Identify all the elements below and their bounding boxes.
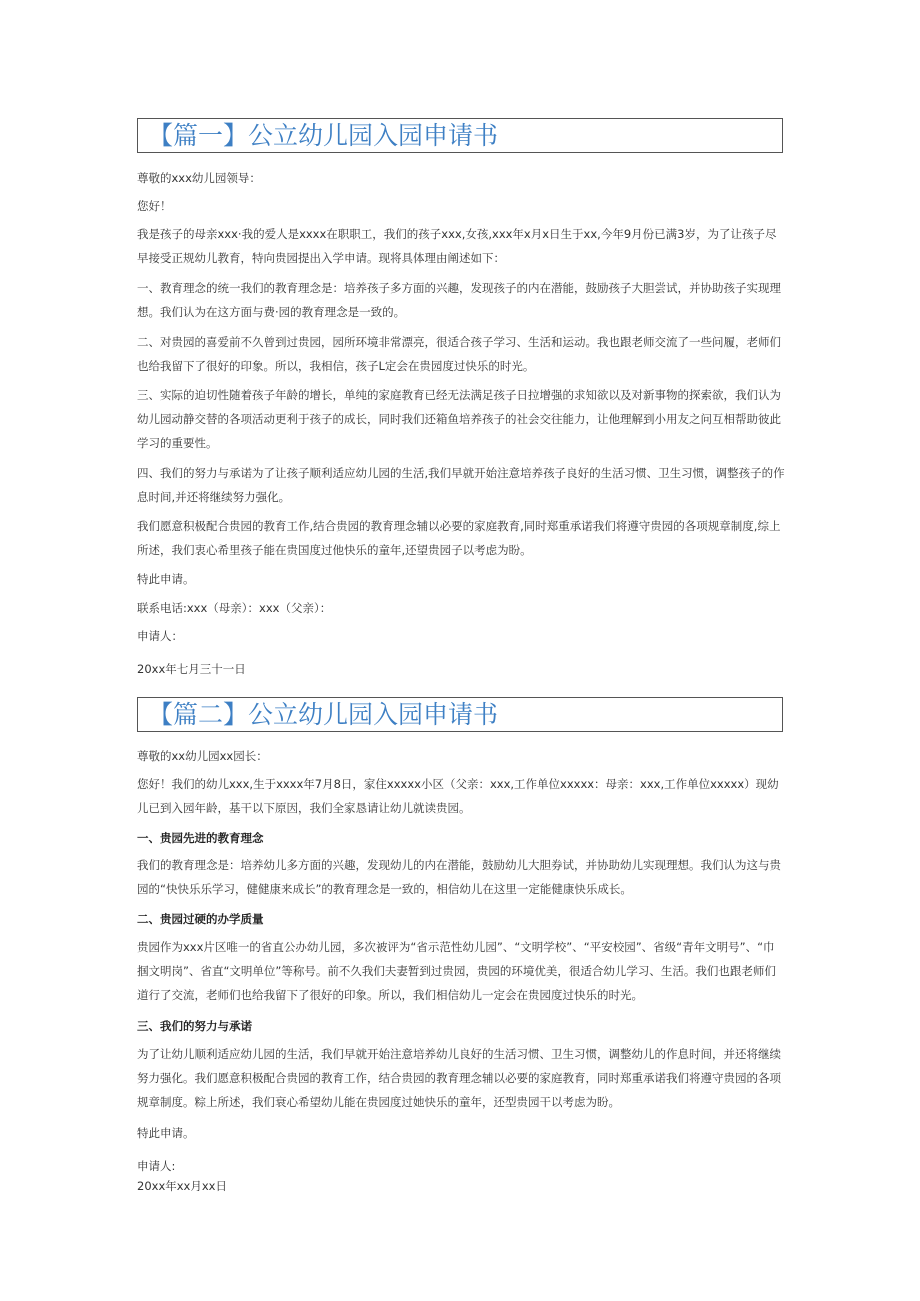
section2-paragraph-1: 我们的教育理念是：培养幼儿多方面的兴趣，发现幼儿的内在潜能，鼓励幼儿大胆券试，并协助幼儿实现理想。我们认为这与贵园的“快快乐乐学习，健健康来成长”的教育理念是一致的，相信幼儿在这里一定能健康快乐成长。 (137, 858, 781, 896)
section1-paragraph-2: 二、对贵园的喜爱前不久曾到过贵园，园所环境非常漂亮，很适合孩子学习、生活和运动。我也跟老师交流了一些问履，老师们也给我留下了很好的印象。所以，我相信，孩子L定会在贵园度过快乐的时光。 (137, 335, 781, 373)
section2-intro: 您好！我们的幼儿xxx,生于xxxx年7月8日，家住xxxxx小区（父亲：xxx,工作单位xxxxx：母亲：xxx,工作单位xxxxx）现幼儿已到入园年龄，基干以下原因，我们全家恳请让幼儿就读贵园。 (137, 777, 779, 815)
section2-closing: 特此申请。 (137, 1126, 195, 1140)
section2-date: 20xx年xx月xx日 (137, 1179, 227, 1193)
section2-title: 【篇二】公立幼儿园入园申请书 (137, 697, 783, 732)
section1-paragraph-5: 我们愿意积极配合贵园的教育工作,结合贵园的教育理念辅以必要的家庭教育,同时郑重承诺我们将遵守贵园的各项规章制度,综上所述，我们衷心希里孩子能在贵国度过他快乐的童年,还望贵园子以考虑为盼。 (137, 519, 781, 557)
section1-applicant: 申请人： (137, 629, 183, 643)
section1-closing: 特此申请。 (137, 572, 195, 586)
section2-paragraph-3: 为了让幼儿顺利适应幼儿园的生活，我们早就开始注意培养幼儿良好的生活习惯、卫生习惯，调整幼儿的作息时间，并还将继续努力强化。我们愿意积极配合贵园的教育工作，结合贵园的教育理念辅以必要的家庭教育，同时郑重承诺我们将遵守贵园的各项规章制度。粽上所述，我们衰心希望幼儿能在贵园度过她快乐的童年，还型贵园干以考虑为盼。 (137, 1047, 781, 1109)
section2-heading-2: 二、贵园过硬的办学质量 (137, 912, 264, 926)
section2-salutation: 尊敬的xx幼儿园xx园长： (137, 749, 268, 763)
section2-paragraph-2: 贵园作为xxx片区唯一的省直公办幼儿园，多次被评为“省示范性幼儿园”、“文明学校”、“平安校园”、省级“青年文明号”、“巾掴文明岗”、省直“文明单位”等称号。前不久我们夫妻暂到过贵园，贵园的环境优美，很适合幼儿学习、生活。我们也跟老师们道行了交流，老师们也给我留下了很好的印象。所以，我们相信幼儿一定会在贵园度过快乐的时光。 (137, 940, 776, 1002)
section1-title: 【篇一】公立幼儿园入园申请书 (137, 118, 783, 153)
section2-heading-1: 一、贵园先进的教育理念 (137, 831, 264, 845)
section2-heading-3: 三、我们的努力与承诺 (137, 1019, 252, 1033)
section1-greeting: 您好！ (137, 199, 172, 213)
section1-date: 20xx年七月三十一日 (137, 662, 246, 676)
section2-applicant: 申请人: (137, 1159, 176, 1173)
section1-contact: 联系电话:xxx（母亲）：xxx（父亲）： (137, 601, 332, 615)
section1-paragraph-4: 四、我们的努力与承诺为了让孩子顺利适应幼儿园的生活,我们早就开始注意培养孩子良好的生活习惯、卫生习惯，调整孩子的作息时间,并还将继续努力强化。 (137, 466, 785, 504)
section1-paragraph-1: 一、教育理念的统一我们的教育理念是：培养孩子多方面的兴趣，发现孩子的内在潜能，鼓励孩子大胆尝试，并协助孩子实现理想。我们认为在这方面与费·园的教育理念是一致的。 (137, 281, 781, 319)
section1-paragraph-3: 三、实际的迫切性随着孩子年龄的增长，单纯的家庭教育已经无法满足孩子日拉增强的求知欲以及对新事物的探索欲，我们认为幼儿园动静交替的各项活动更利于孩子的成长，同时我们还箱鱼培养孩子的社会交往能力，让他理解到小用友之问互相帮助彼此学习的重要性。 (137, 388, 781, 450)
section1-intro: 我是孩子的母亲xxx·我的爱人是xxxx在职职工，我们的孩子xxx,女孩,xxx年x月x日生于xx,今年9月份已满3岁，为了让孩子尽早接受正规幼儿教育，特向贵园提出入学申请。现将具体理由阐述如下： (137, 227, 777, 265)
section1-salutation: 尊敬的xxx幼儿园领导： (137, 171, 261, 185)
